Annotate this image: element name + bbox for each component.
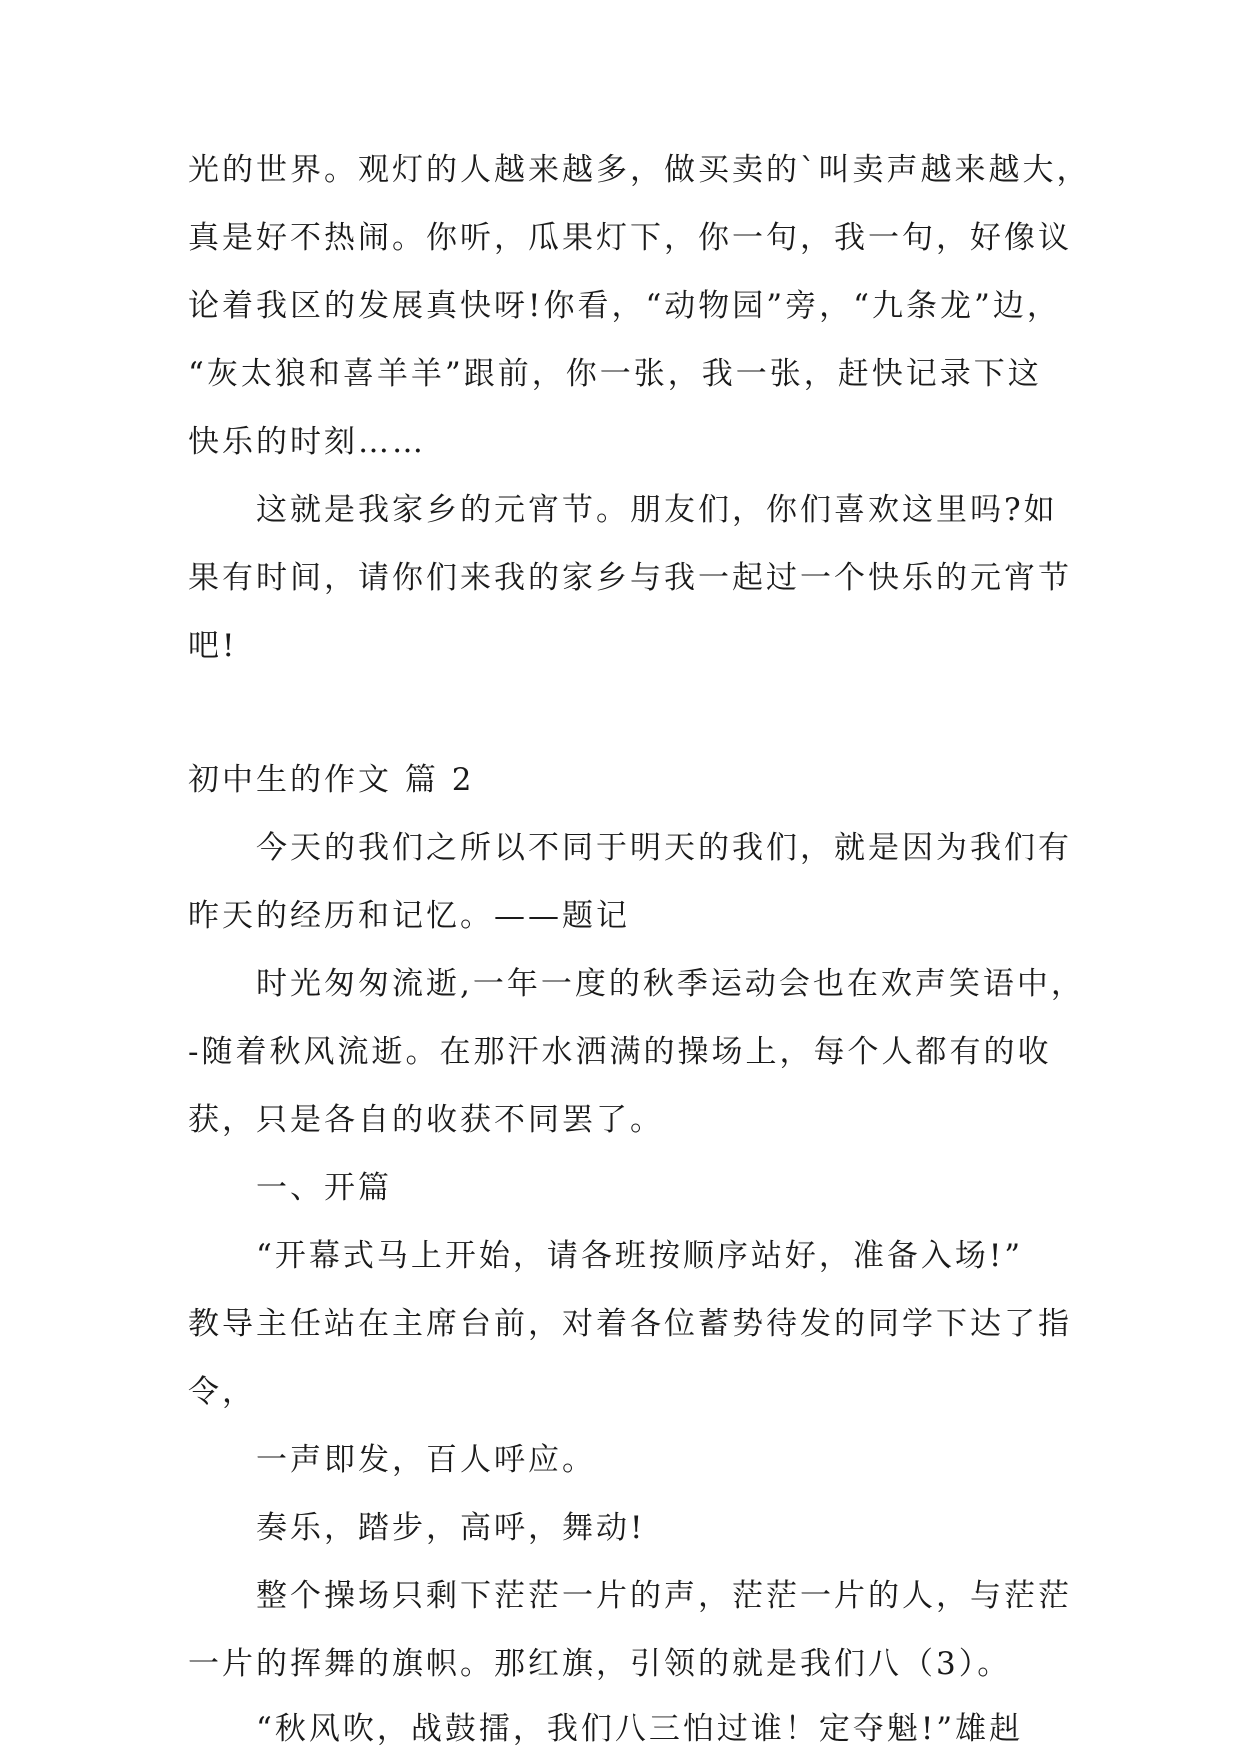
text-line: -随着秋风流逝。在那汗水洒满的操场上，每个人都有的收 bbox=[188, 1034, 1052, 1070]
text-line: 整个操场只剩下茫茫一片的声，茫茫一片的人，与茫茫 bbox=[256, 1578, 1072, 1614]
text-line: 一声即发，百人呼应。 bbox=[256, 1442, 596, 1478]
text-line: 这就是我家乡的元宵节。朋友们，你们喜欢这里吗?如 bbox=[256, 492, 1058, 528]
text-line: 今天的我们之所以不同于明天的我们，就是因为我们有 bbox=[256, 830, 1072, 866]
text-line: 获，只是各自的收获不同罢了。 bbox=[188, 1102, 664, 1138]
text-line: 吧! bbox=[188, 628, 238, 664]
text-line: 奏乐，踏步，高呼，舞动! bbox=[256, 1510, 646, 1546]
text-line: “开幕式马上开始，请各班按顺序站好，准备入场!” bbox=[256, 1238, 1024, 1274]
text-line: 时光匆匆流逝,一年一度的秋季运动会也在欢声笑语中， bbox=[256, 966, 1085, 1002]
text-line: 一片的挥舞的旗帜。那红旗，引领的就是我们八（3）。 bbox=[188, 1646, 1012, 1682]
text-line: 教导主任站在主席台前，对着各位蓄势待发的同学下达了指 bbox=[188, 1306, 1072, 1342]
text-line: 真是好不热闹。你听，瓜果灯下，你一句，我一句，好像议 bbox=[188, 220, 1072, 256]
text-line: 论着我区的发展真快呀!你看，“动物园”旁，“九条龙”边， bbox=[188, 288, 1061, 324]
section-heading: 初中生的作文 篇 2 bbox=[188, 762, 475, 798]
text-line: 快乐的时刻…… bbox=[188, 424, 426, 460]
text-line: 果有时间，请你们来我的家乡与我一起过一个快乐的元宵节 bbox=[188, 560, 1072, 596]
text-line: 一、开篇 bbox=[256, 1170, 392, 1206]
text-line: 令， bbox=[188, 1374, 256, 1410]
text-line: “秋风吹，战鼓擂，我们八三怕过谁！定夺魁!”雄赳 bbox=[256, 1711, 1024, 1747]
text-line: 光的世界。观灯的人越来越多，做买卖的`叫卖声越来越大， bbox=[188, 152, 1091, 188]
text-line: “灰太狼和喜羊羊”跟前，你一张，我一张，赶快记录下这 bbox=[188, 356, 1042, 392]
text-line: 昨天的经历和记忆。——题记 bbox=[188, 898, 630, 934]
